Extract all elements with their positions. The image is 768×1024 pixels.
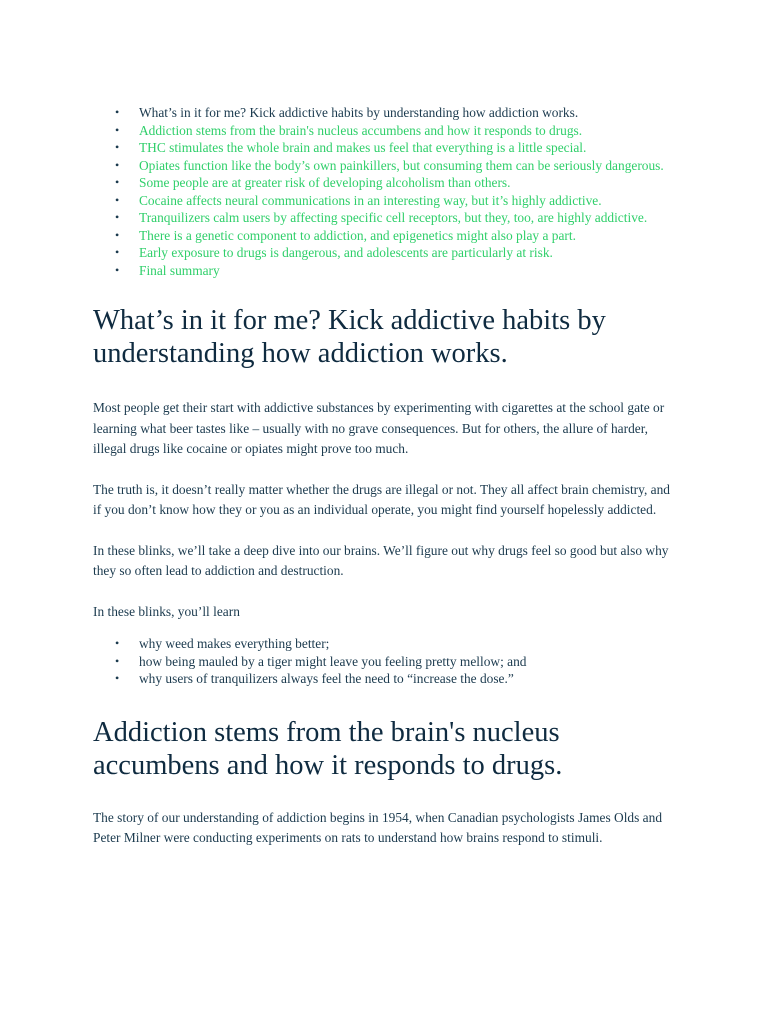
paragraph: In these blinks, you’ll learn (93, 603, 240, 619)
toc-item-genetics[interactable]: • There is a genetic component to addiction, and epigenetics might also play a part. (93, 227, 672, 245)
toc-item-alcoholism[interactable]: • Some people are at greater risk of developing alcoholism than others. (93, 174, 672, 192)
list-item: • why users of tranquilizers always feel the need to “increase the dose.” (93, 670, 672, 688)
toc-item-opiates[interactable]: • Opiates function like the body’s own painkillers, but consuming them can be seriously dangerous. (93, 157, 672, 175)
learn-list (93, 635, 672, 688)
paragraph: Most people get their start with addictive substances by experimenting with cigarettes at the school gate or learning what beer tastes like – usually with no grave consequences. But for others, the allure of harder, illegal drugs like cocaine or opiates might prove too much. (93, 400, 665, 456)
paragraph: The story of our understanding of addiction begins in 1954, when Canadian psychologists James Olds and Peter Milner were conducting experiments on rats to understand how brains respond to stimuli. (93, 809, 663, 845)
list-item: • how being mauled by a tiger might leave you feeling pretty mellow; and (93, 653, 672, 671)
toc-item-thc[interactable]: • THC stimulates the whole brain and makes us feel that everything is a little special. (93, 139, 672, 157)
toc-item-cocaine[interactable]: • Cocaine affects neural communications in an interesting way, but it’s highly addictive. (93, 192, 672, 210)
paragraph: In these blinks, we’ll take a deep dive into our brains. We’ll figure out why drugs feel so good but also why they so often lead to addiction and destruction. (93, 542, 669, 578)
toc-item-early-exposure[interactable]: • Early exposure to drugs is dangerous, and adolescents are particularly at risk. (93, 244, 672, 262)
toc-item-tranquilizers[interactable]: • Tranquilizers calm users by affecting specific cell receptors, but they, too, are highly addictive. (93, 209, 672, 227)
section-heading-nucleus-accumbens: Addiction stems from the brain's nucleus accumbens and how it responds to drugs. (93, 716, 563, 781)
section-heading-intro: What’s in it for me? Kick addictive habits by understanding how addiction works. (93, 305, 606, 369)
table-of-contents (93, 104, 672, 279)
toc-item-nucleus-accumbens[interactable]: • Addiction stems from the brain's nucleus accumbens and how it responds to drugs. (93, 122, 672, 140)
paragraph: The truth is, it doesn’t really matter whether the drugs are illegal or not. They all affect brain chemistry, and if you don’t know how they or you as an individual operate, you might find yourself hopelessly addicted. (93, 481, 670, 517)
toc-item-final-summary[interactable]: • Final summary (93, 262, 672, 280)
toc-item-intro[interactable]: • What’s in it for me? Kick addictive habits by understanding how addiction works. (93, 104, 672, 122)
list-item: • why weed makes everything better; (93, 635, 672, 653)
